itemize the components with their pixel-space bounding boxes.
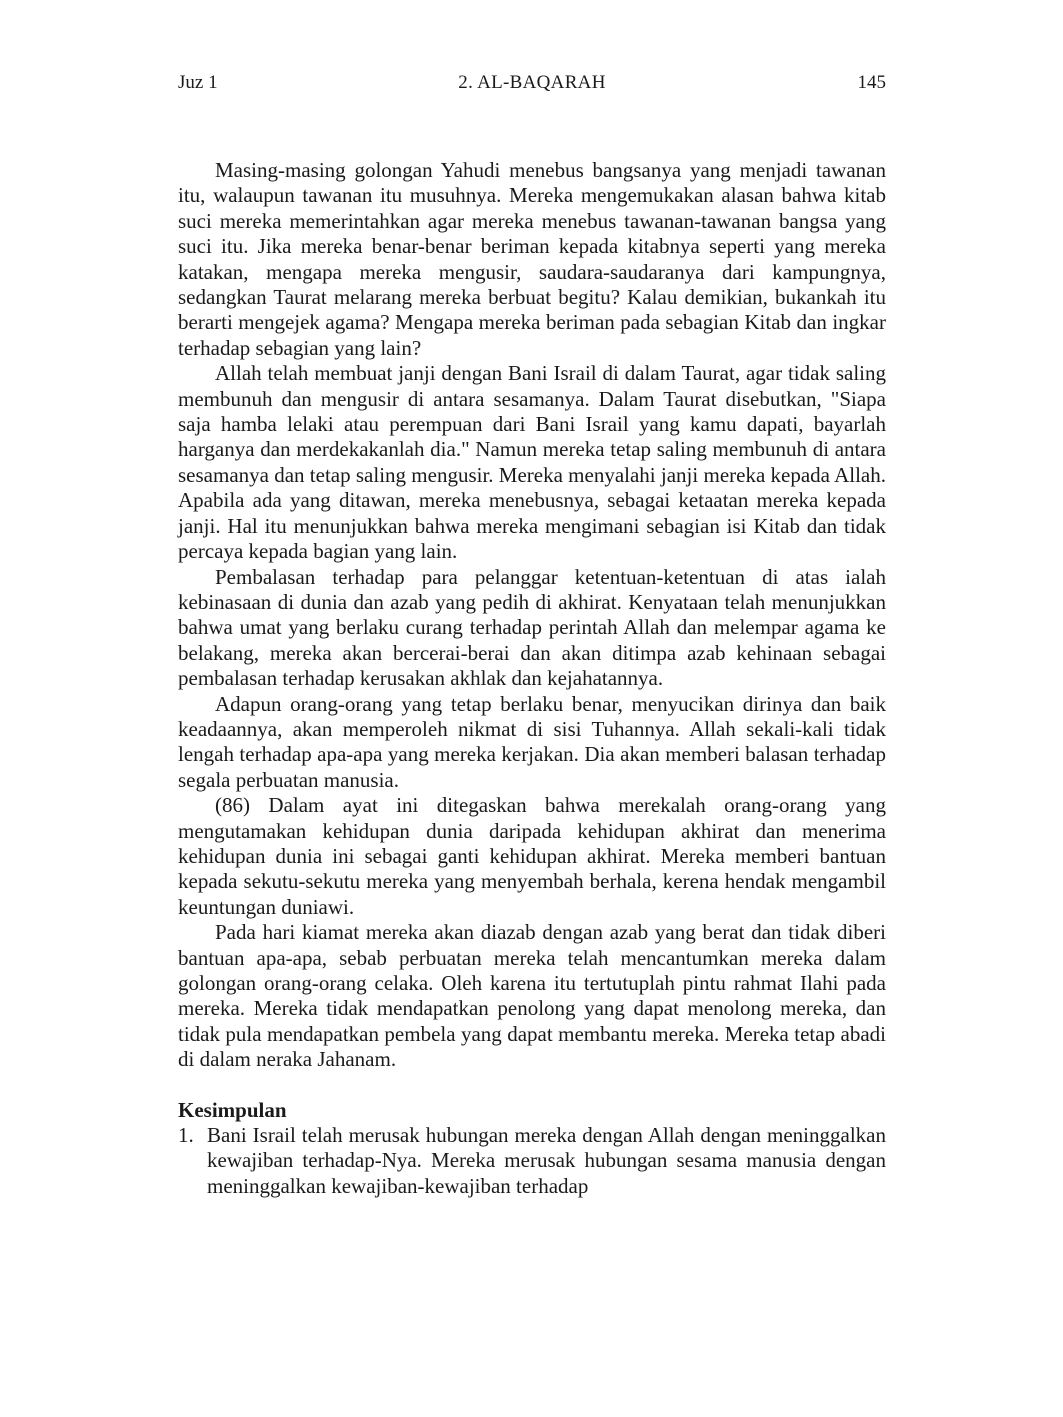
conclusion-list — [178, 1123, 886, 1199]
juz-label: Juz 1 — [178, 72, 218, 93]
page-header — [178, 72, 886, 98]
list-item-number: 1. — [178, 1123, 194, 1148]
page-number: 145 — [857, 72, 886, 93]
paragraph: (86) Dalam ayat ini ditegaskan bahwa merekalah orang-orang yang mengutamakan kehidupan dunia daripada kehidupan akhirat dan menerima kehidupan dunia ini sebagai ganti kehidupan akhirat. Mereka memberi bantuan kepada sekutu-sekutu mereka yang menyembah berhala, kerena hendak mengambil keuntungan duniawi. — [178, 793, 886, 919]
paragraph: Allah telah membuat janji dengan Bani Israil di dalam Taurat, agar tidak saling membunuh dan mengusir di antara sesamanya. Dalam Taurat disebutkan, "Siapa saja hamba lelaki atau perempuan dari Bani Israil yang kamu dapati, bayarlah harganya dan merdekakanlah dia." Namun mereka tetap saling membunuh di antara sesamanya dan tetap saling mengusir. Mereka menyalahi janji mereka kepada Allah. Apabila ada yang ditawan, mereka menebusnya, sebagai ketaatan mereka kepada janji. Hal itu menunjukkan bahwa mereka mengimani sebagian isi Kitab dan tidak percaya kepada bagian yang lain. — [178, 361, 886, 564]
list-item — [178, 1123, 886, 1199]
body-text — [178, 158, 886, 1199]
paragraph: Pada hari kiamat mereka akan diazab dengan azab yang berat dan tidak diberi bantuan apa-apa, sebab perbuatan mereka telah mencantumkan mereka dalam golongan orang-orang celaka. Oleh karena itu tertutuplah pintu rahmat Ilahi pada mereka. Mereka tidak mendapatkan penolong yang dapat menolong mereka, dan tidak pula mendapatkan pembela yang dapat membantu mereka. Mereka tetap abadi di dalam neraka Jahanam. — [178, 920, 886, 1072]
paragraph: Adapun orang-orang yang tetap berlaku benar, menyucikan dirinya dan baik keadaannya, akan memperoleh nikmat di sisi Tuhannya. Allah sekali-kali tidak lengah terhadap apa-apa yang mereka kerjakan. Dia akan memberi balasan terhadap segala perbuatan manusia. — [178, 691, 886, 792]
list-item-text: Bani Israil telah merusak hubungan mereka dengan Allah dengan meninggalkan kewajiban terhadap-Nya. Mereka merusak hubungan sesama manusia dengan meninggalkan kewajiban-kewajiban terhadap — [207, 1123, 886, 1198]
paragraph: Pembalasan terhadap para pelanggar ketentuan-ketentuan di atas ialah kebinasaan di dunia dan azab yang pedih di akhirat. Kenyataan telah menunjukkan bahwa umat yang berlaku curang terhadap perintah Allah dan melempar agama ke belakang, mereka akan bercerai-berai dan akan ditimpa azab kehinaan sebagai pembalasan terhadap kerusakan akhlak dan kejahatannya. — [178, 564, 886, 691]
paragraph: Masing-masing golongan Yahudi menebus bangsanya yang menjadi tawanan itu, walaupun tawanan itu musuhnya. Mereka mengemukakan alasan bahwa kitab suci mereka memerintahkan agar mereka menebus tawanan-tawanan bangsa yang suci itu. Jika mereka benar-benar beriman kepada kitabnya seperti yang mereka katakan, mengapa mereka mengusir, saudara-saudaranya dari kampungnya, sedangkan Taurat melarang mereka berbuat begitu? Kalau demikian, bukankah itu berarti mengejek agama? Mengapa mereka beriman pada sebagian Kitab dan ingkar terhadap sebagian yang lain? — [178, 158, 886, 360]
surah-title: 2. AL-BAQARAH — [458, 72, 606, 93]
conclusion-heading: Kesimpulan — [178, 1097, 287, 1122]
